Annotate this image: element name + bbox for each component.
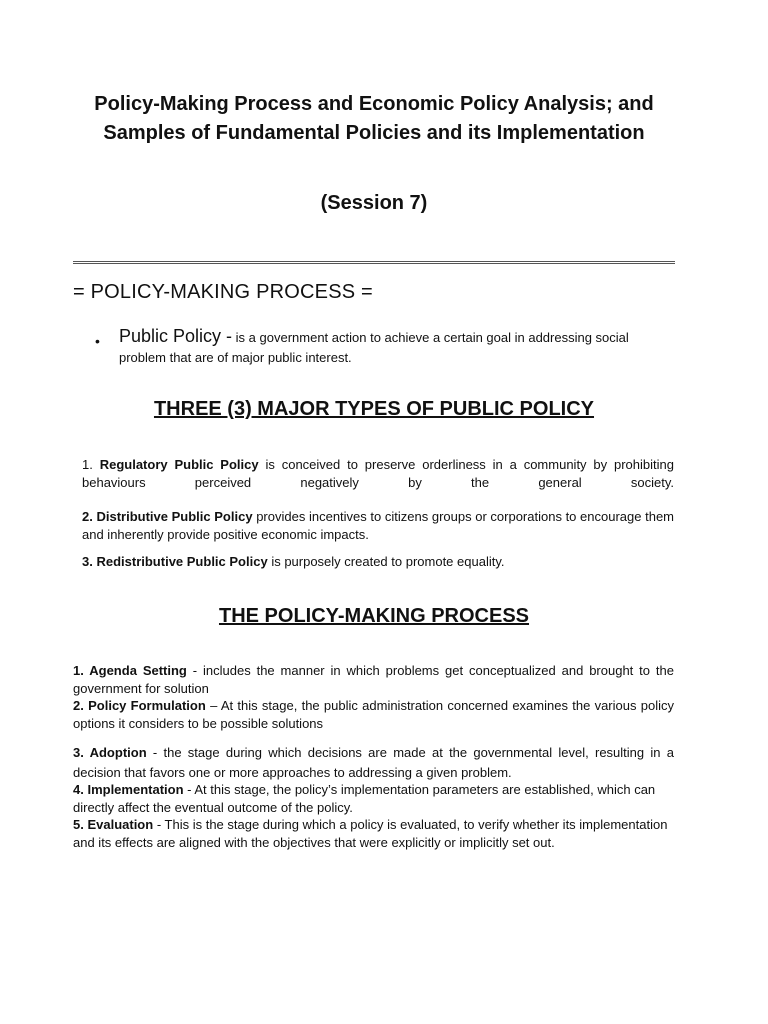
type-item-redistributive: [82, 553, 674, 571]
process-heading: THE POLICY-MAKING PROCESS: [218, 605, 530, 627]
type-text: is purposely created to promote equality.: [271, 554, 505, 569]
step-label: 5. Evaluation: [73, 817, 154, 832]
bullet-icon: •: [95, 333, 100, 349]
public-policy-definition-block: [119, 326, 679, 368]
step-label: 1. Agenda Setting: [73, 663, 187, 678]
type-label: Distributive Public Policy: [96, 509, 253, 524]
types-heading: THREE (3) MAJOR TYPES OF PUBLIC POLICY: [153, 398, 595, 420]
type-text: is conceived to preserve orderliness in a community by prohibiting behaviours perceived negatively by the general society.: [82, 457, 674, 490]
step-text: - At this stage, the policy’s implementation parameters are established, which can directly affect the eventual outcome of the policy.: [73, 782, 656, 815]
step-text: - This is the stage during which a policy is evaluated, to verify whether its implementation and its effects are aligned with the objectives that were explicitly or implicitly set out.: [73, 817, 668, 850]
type-number: 1.: [82, 457, 93, 472]
step-label: 4. Implementation: [73, 782, 184, 797]
session-label: (Session 7): [320, 192, 428, 214]
type-label: Redistributive Public Policy: [96, 554, 268, 569]
type-item-regulatory: [82, 456, 674, 492]
step-label: 2. Policy Formulation: [73, 698, 206, 713]
step-text: – At this stage, the public administration concerned examines the various policy options it considers to be possible solutions: [73, 698, 674, 731]
type-label: Regulatory Public Policy: [99, 457, 259, 472]
process-step-implementation: [73, 781, 674, 817]
step-text: - includes the manner in which problems get conceptualized and brought to the government for solution: [73, 663, 674, 696]
step-text: - the stage during which decisions are made at the governmental level, resulting in a decision that favors one or more approaches to addressing a given problem.: [73, 745, 674, 780]
type-item-distributive: [82, 508, 674, 544]
public-policy-term: Public Policy -: [119, 326, 233, 346]
document-title: Policy-Making Process and Economic Policy Analysis; and Samples of Fundamental Policies and its Implementation: [94, 93, 654, 144]
type-number: 2.: [82, 509, 93, 524]
process-step-adoption: [73, 743, 674, 783]
section-heading: = POLICY-MAKING PROCESS =: [73, 281, 373, 303]
public-policy-definition: is a government action to achieve a certain goal in addressing social problem that are of major public interest.: [119, 330, 629, 365]
process-step-evaluation: [73, 816, 674, 852]
step-label: 3. Adoption: [73, 745, 147, 760]
type-number: 3.: [82, 554, 93, 569]
process-step-policy-formulation: [73, 697, 674, 733]
type-text: provides incentives to citizens groups or corporations to encourage them and inherently provide positive economic impacts.: [82, 509, 675, 542]
horizontal-divider: [73, 261, 675, 264]
process-step-agenda-setting: [73, 662, 674, 698]
